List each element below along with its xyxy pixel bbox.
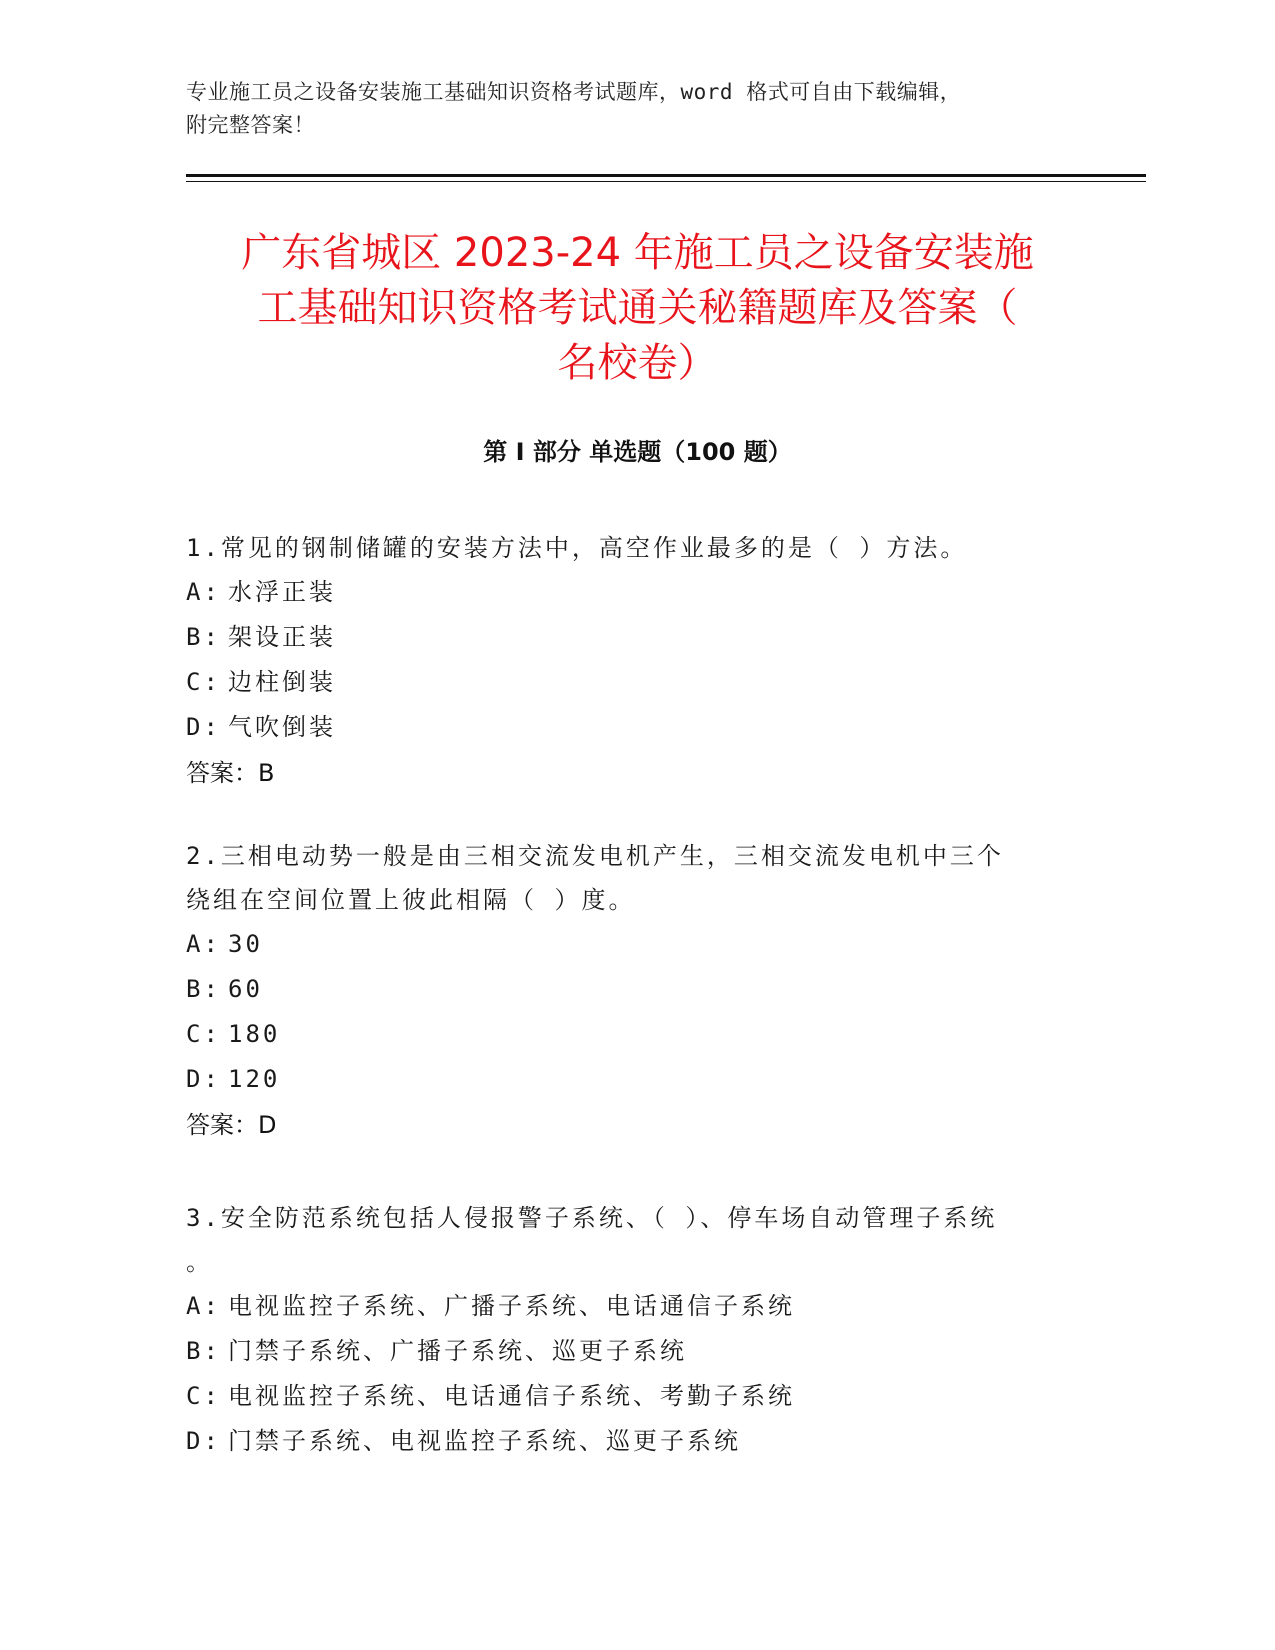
- option-text: 气吹倒装: [228, 713, 336, 741]
- option-d: [186, 1419, 1066, 1464]
- option-text: 门禁子系统、电视监控子系统、巡更子系统: [228, 1427, 741, 1455]
- option-b: [186, 967, 1066, 1012]
- option-key: A:: [186, 1292, 221, 1320]
- question-stem-line-2: 。: [186, 1248, 213, 1276]
- question-1: [186, 526, 1066, 796]
- option-c: [186, 660, 1066, 705]
- option-text: 电视监控子系统、广播子系统、电话通信子系统: [228, 1292, 795, 1320]
- option-key: C:: [186, 668, 221, 696]
- option-text: 边柱倒装: [228, 668, 336, 696]
- option-c: [186, 1012, 1066, 1057]
- option-b: [186, 615, 1066, 660]
- header-note: [186, 76, 1066, 142]
- document-title-line-3: 名校卷）: [557, 340, 718, 386]
- question-2: [186, 834, 1066, 1148]
- option-key: A:: [186, 578, 221, 606]
- document-title-line-2: 工基础知识资格考试通关秘籍题库及答案（: [257, 285, 1018, 331]
- option-text: 120: [228, 1065, 281, 1093]
- option-text: 电视监控子系统、电话通信子系统、考勤子系统: [228, 1382, 795, 1410]
- question-stem: 1.常见的钢制储罐的安装方法中，高空作业最多的是（ ）方法。: [186, 534, 968, 562]
- answer: 答案：D: [186, 1111, 277, 1139]
- option-key: B:: [186, 975, 221, 1003]
- document-title: [170, 226, 1105, 391]
- question-stem-line-1: 3.安全防范系统包括人侵报警子系统、（ ）、停车场自动管理子系统: [186, 1204, 998, 1232]
- option-key: C:: [186, 1020, 221, 1048]
- option-text: 架设正装: [228, 623, 336, 651]
- option-key: A:: [186, 930, 221, 958]
- option-d: [186, 1057, 1066, 1102]
- option-text: 门禁子系统、广播子系统、巡更子系统: [228, 1337, 687, 1365]
- option-a: [186, 1284, 1066, 1329]
- option-key: B:: [186, 623, 221, 651]
- option-text: 水浮正装: [228, 578, 336, 606]
- option-text: 60: [228, 975, 263, 1003]
- option-key: D:: [186, 1065, 221, 1093]
- option-a: [186, 570, 1066, 615]
- answer: 答案：B: [186, 759, 275, 787]
- option-b: [186, 1329, 1066, 1374]
- option-text: 30: [228, 930, 263, 958]
- option-c: [186, 1374, 1066, 1419]
- section-heading: 第 I 部分 单选题（100 题）: [483, 438, 792, 466]
- option-a: [186, 922, 1066, 967]
- question-stem-line-2: 绕组在空间位置上彼此相隔（ ）度。: [186, 886, 636, 914]
- option-text: 180: [228, 1020, 281, 1048]
- option-key: D:: [186, 713, 221, 741]
- option-key: D:: [186, 1427, 221, 1455]
- header-divider-thin: [186, 181, 1146, 182]
- question-3: [186, 1196, 1066, 1464]
- option-d: [186, 705, 1066, 750]
- option-key: B:: [186, 1337, 221, 1365]
- header-note-line-2: 附完整答案！: [186, 113, 315, 137]
- option-key: C:: [186, 1382, 221, 1410]
- header-divider-thick: [186, 174, 1146, 177]
- header-note-line-1: 专业施工员之设备安装施工基础知识资格考试题库，word 格式可自由下载编辑，: [186, 80, 962, 104]
- question-stem-line-1: 2.三相电动势一般是由三相交流发电机产生，三相交流发电机中三个: [186, 842, 1004, 870]
- document-title-line-1: 广东省城区 2023-24 年施工员之设备安装施: [241, 230, 1034, 276]
